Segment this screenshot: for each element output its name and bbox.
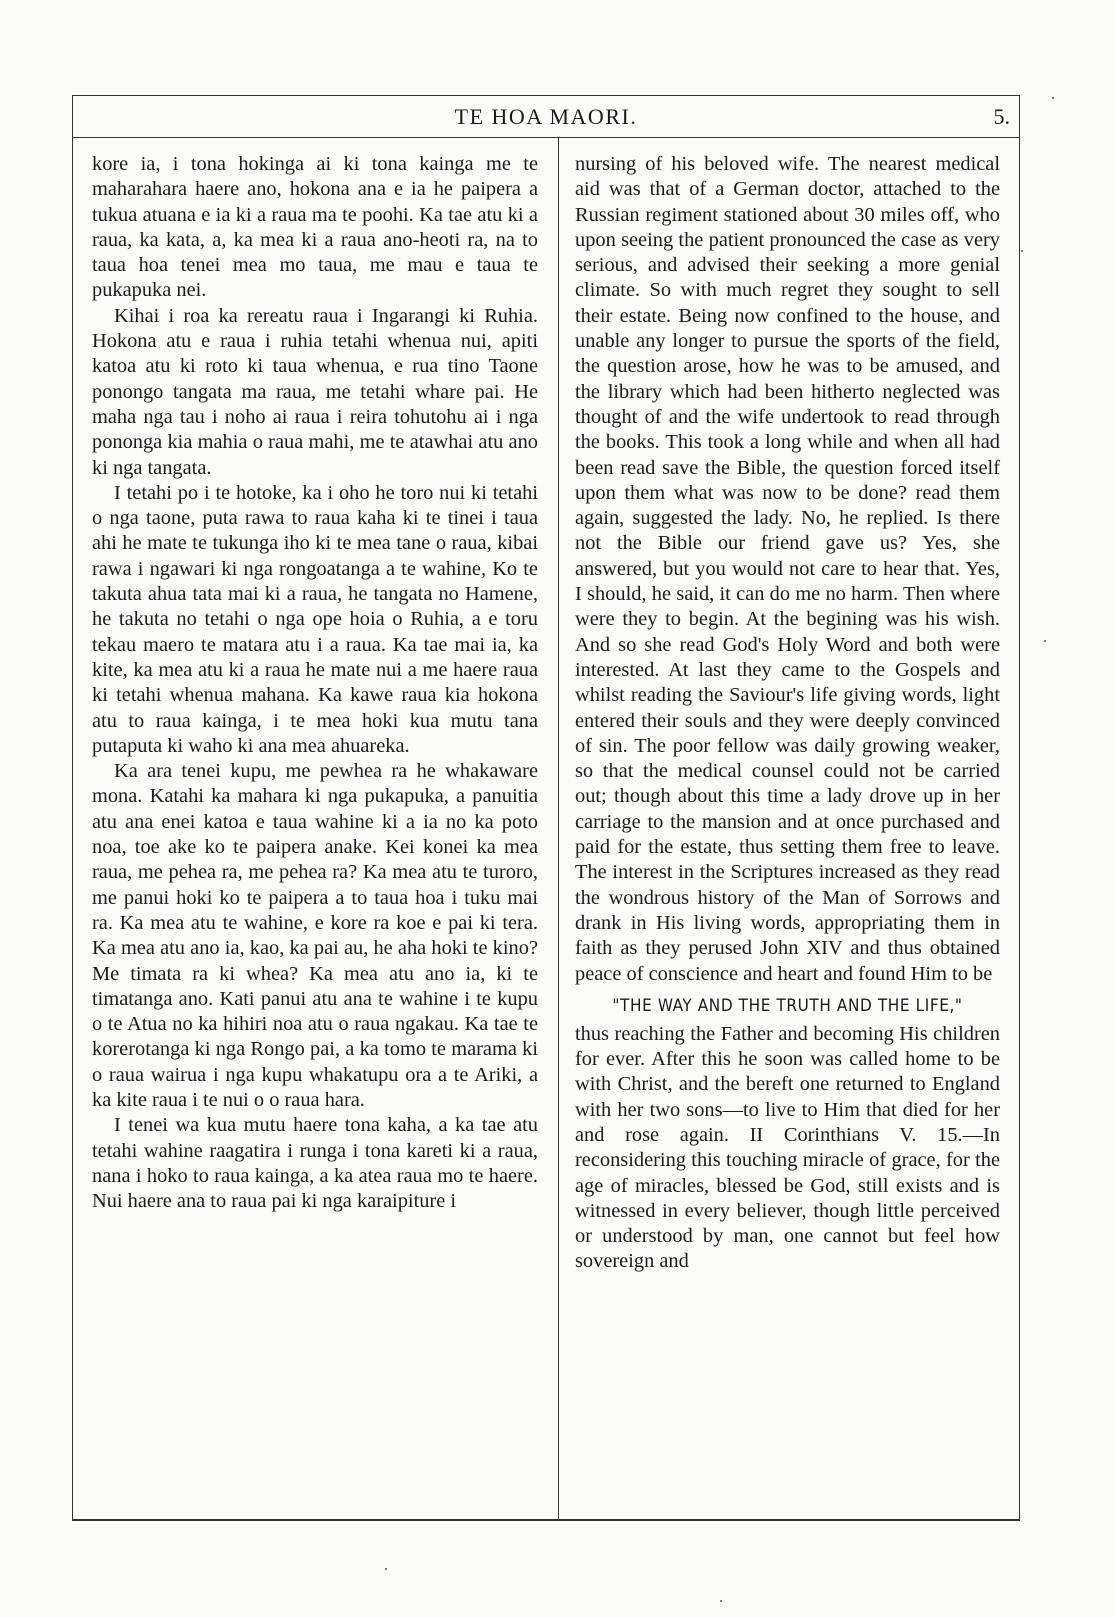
right-paragraph-1: nursing of his beloved wife. The nearest medical aid was that of a German doctor, attached to the Russian regiment stationed about 30 miles off, who upon seeing the patient pronounced the case as very serious, and advised their seeking a more genial climate. So with much regret they sought to sell their estate. Being now confined to the house, and unable any longer to pursue the sports of the field, the question arose, how he was to be amused, and the library which had been hitherto neglected was thought of and the wife undertook to read through the books. This took a long while and when all had been read save the Bible, the question forced itself upon them what was now to be done? read them again, suggested the lady. No, he replied. Is there not the Bible our friend gave us? Yes, she answered, but you would not care to hear that. Yes, I should, he said, it can do me no harm. Then where were they to begin. At the begining was his wish. And so she read God's Holy Word and both were interested. At last they came to the Gospels and whilst reading the Saviour's life giving words, light entered their souls and they were deeply convinced of sin. The poor fellow was daily growing weaker, so that the medical counsel could not be carried out; though about this time a lady drove up in her carriage to the mansion and at once purchased and paid for the estate, thus setting them free to leave. The interest in the Scriptures increased as they read the wondrous history of the Man of Sorrows and drank in His living words, appropriating them in faith as they perused John XIV and thus obtained peace of conscience and heart and found Him to be (575, 153, 1000, 985)
left-column (92, 152, 538, 1214)
paper-speck (1021, 250, 1023, 252)
left-paragraph-2: Kihai i roa ka rereatu raua i Ingarangi ki Ruhia. Hokona atu e raua i ruhia tetahi whenua nui, apiti katoa atu ki roto ki taua whenua, e rua tino Taone ponongo tangata ma raua, me tetahi whare pai. He maha nga tau i noho ai raua i reira tohutohu ai i nga pononga kia mahia o raua mahi, me te atawhai atu ano ki nga tangata. (92, 304, 538, 479)
column-divider (558, 138, 559, 1519)
running-head-title: TE HOA MAORI. (454, 104, 638, 129)
scripture-quote: "THE WAY AND THE TRUTH AND THE LIFE," (612, 995, 963, 1016)
left-paragraph-1: kore ia, i tona hokinga ai ki tona kainga me te maharahara haere ano, hokona ana e ia he paipera a tukua atuana e ia ki a raua ma te poohi. Ka tae atu ki a raua, ka kata, a, ka mea ki a raua ano-heoti ra, na to taua hoa tenei mea mo taua, me mau e taua te pukapuka nei. (92, 153, 538, 302)
left-paragraph-3: I tetahi po i te hotoke, ka i oho he toro nui ki tetahi o nga taone, puta rawa to raua kaha ki te tinei i taua ahi he mate te tukunga iho ki te mea tane o raua, kibai rawa i ngawari ki nga rongoatanga a te wahine, Ko te takuta ahua tata mai ki a raua, he tangata no Hamene, he takuta no tetahi o nga ope hoia o Ruhia, a e toru tekau maero te matara atu i a raua. Ka tae mai ia, ka kite, ka mea atu ki a raua he mate nui a me haere raua ki tetahi whenua mahana. Ka kawe raua kia hokona atu to raua kainga, i te mea hoki kua mutu tana putaputa ki waho ki ana mea ahuareka. (92, 481, 538, 757)
paper-speck (385, 1568, 387, 1570)
paper-speck (1052, 97, 1054, 99)
paper-speck (1044, 640, 1046, 642)
page-number: 5. (993, 104, 1010, 129)
left-paragraph-4: Ka ara tenei kupu, me pewhea ra he whakaware mona. Katahi ka mahara ki nga pukapuka, a panuitia atu ana enei katoa e taua wahine ki a ia no ka poto noa, toe ake ko te paipera anake. Kei konei ka mea raua, me pehea ra, me pehea ra? Ka mea atu te turoro, me panui hoki ko te paipera a to taua hoa i tuku mai ra. Ka mea atu te wahine, e kore ra koe e pai ki tera. Ka mea atu ano ia, kao, ka pai au, he aha hoki te kino? Me timata ra ki whea? Ka mea atu ano ia, ki te timatanga ano. Kati panui atu ana te wahine i te kupu o te Atua no ka hihiri noa atu o raua ngakau. Ka tae te korerotanga ki nga Rongo pai, a ka tomo te marama ki o raua wairua i nga kupu whakatupu ora a te Ariki, a ka kite raua i te nui o o raua hara. (92, 760, 538, 1111)
right-column (575, 152, 1000, 1275)
paper-speck (720, 1600, 722, 1602)
top-rule (72, 95, 1020, 96)
header-rule (72, 137, 1020, 138)
left-paragraph-5: I tenei wa kua mutu haere tona kaha, a ka tae atu tetahi wahine raagatira i runga i tona kareti ki a raua, nana i hoko to raua kainga, a ka atea raua mo te haere. Nui haere ana to raua pai ki nga karaipiture i (92, 1114, 538, 1213)
bottom-rule (72, 1519, 1020, 1521)
right-paragraph-2: thus reaching the Father and becoming His children for ever. After this he soon was called home to be with Christ, and the bereft one returned to England with her two sons—to live to Him that died for her and rose again. II Corinthians V. 15.—In reconsidering this touching miracle of grace, for the age of miracles, blessed be God, still exists and is witnessed in every believer, though little perceived or understood by man, one cannot but feel how sovereign and (575, 1022, 1000, 1273)
